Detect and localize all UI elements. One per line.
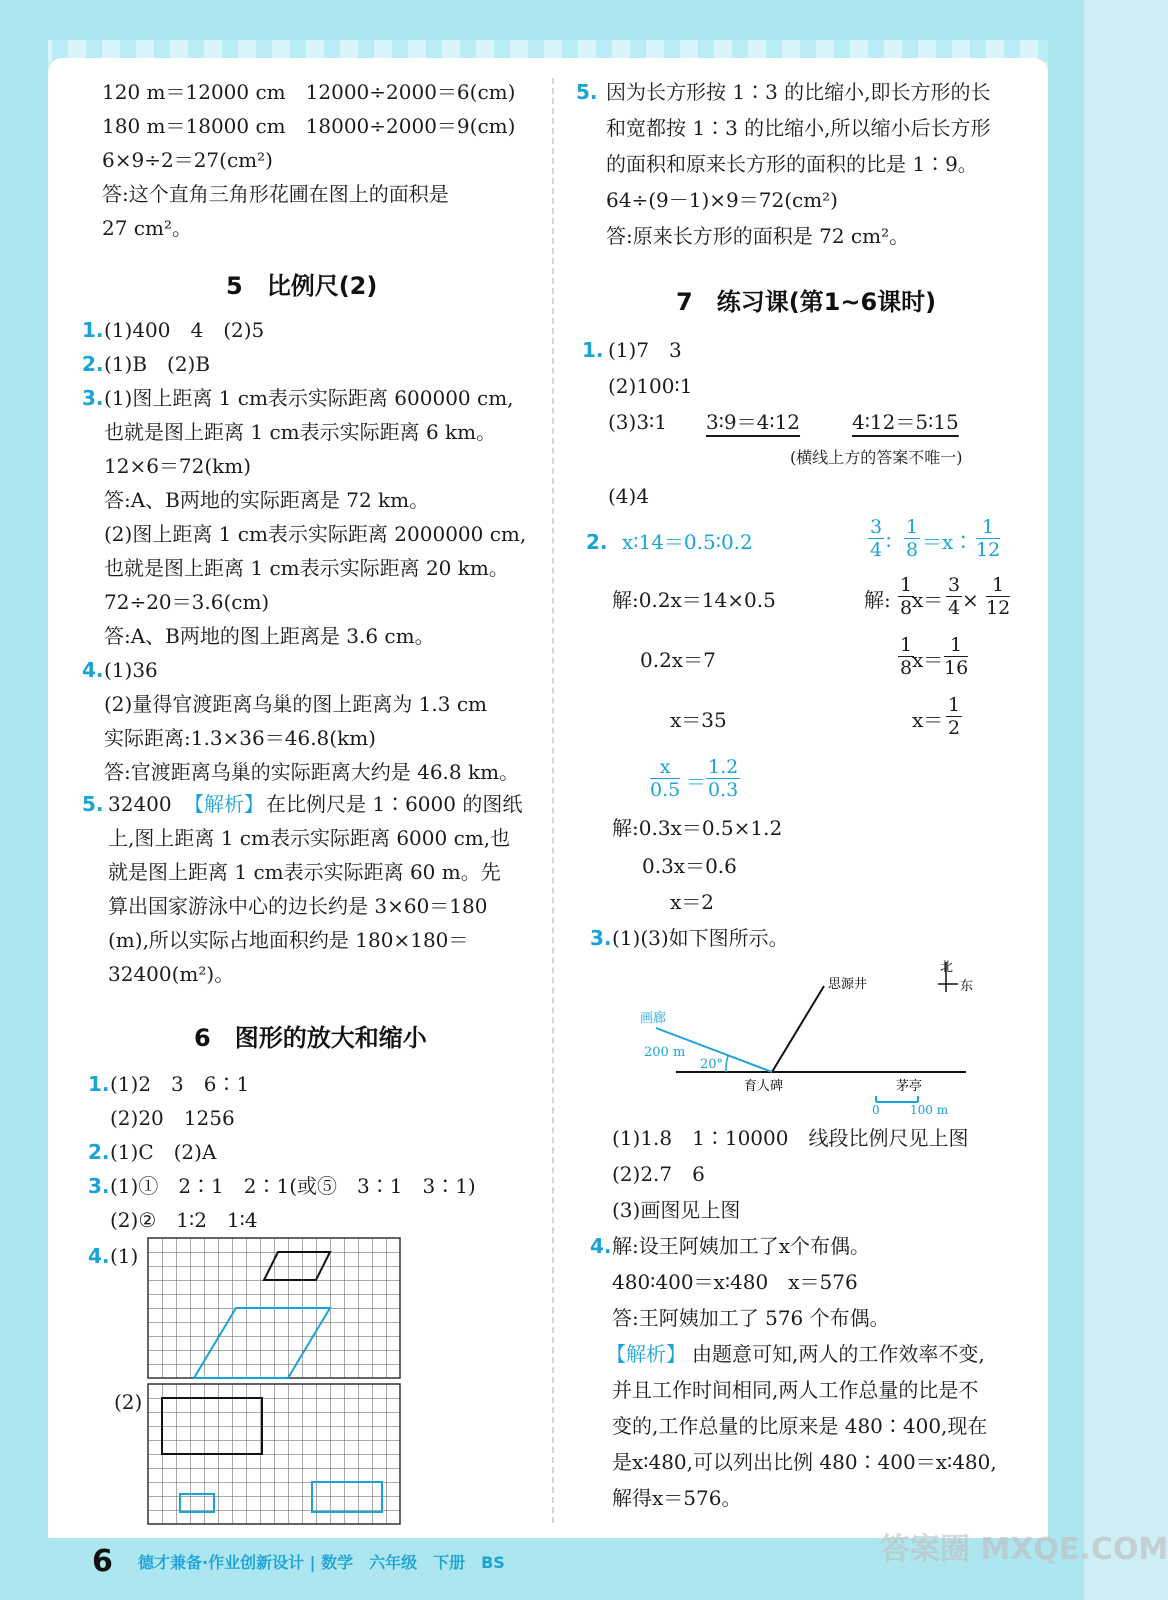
answer-line: (1)1.8 1∶10000 线段比例尺见上图 [612, 1126, 969, 1150]
fraction: $\frac{1}{8}$ [900, 634, 913, 679]
scale-100: 100 m [910, 1103, 949, 1117]
section-heading: 6 图形的放大和缩小 [194, 1024, 427, 1052]
well-label: 思源井 [828, 977, 868, 992]
grid-figure-1 [148, 1238, 406, 1388]
answer-line: (1)7 3 [608, 338, 682, 362]
question-number: 1. [88, 1072, 110, 1096]
distance-label: 200 m [644, 1045, 686, 1060]
question-number: 4. [82, 658, 104, 682]
analysis-line: 并且工作时间相同,两人工作总量的比是不 [612, 1378, 979, 1402]
answer-line: 也就是图上距离 1 cm表示实际距离 20 km。 [104, 556, 509, 580]
question-number: 5. [82, 792, 104, 816]
equation: 解:0.3x＝0.5×1.2 [612, 816, 783, 840]
answer-line: (3)3∶1 [608, 410, 667, 434]
answer-underlined: 3∶9＝4∶12 [706, 410, 801, 434]
intro-line: 答:这个直角三角形花圃在图上的面积是 [102, 182, 449, 206]
fraction: $\frac{3}{4}$ [948, 574, 961, 619]
question-number: 3. [88, 1174, 110, 1198]
answer-line: (3)画图见上图 [612, 1198, 741, 1222]
answer-line: 因为长方形按 1∶3 的比缩小,即长方形的长 [606, 80, 991, 104]
equation: 解:0.2x＝14×0.5 [612, 588, 776, 612]
answer-line: 答:A、B两地的图上距离是 3.6 cm。 [104, 624, 435, 648]
analysis-line: 解得x＝576。 [612, 1486, 742, 1510]
answer-line: 答:原来长方形的面积是 72 cm²。 [606, 224, 910, 248]
path-to-well [772, 986, 824, 1072]
question-number: 1. [582, 338, 604, 362]
analysis-tag: 【解析】 [606, 1342, 686, 1366]
question-number: 2. [586, 530, 608, 554]
top-border [0, 0, 1084, 62]
answer-line: (1)36 [104, 658, 158, 682]
answer-underlined: 4∶12＝5∶15 [852, 410, 959, 434]
answer-note: (横线上方的答案不唯一) [790, 448, 963, 467]
answer-line: 实际距离:1.3×36＝46.8(km) [104, 726, 376, 750]
equation: x＝ [912, 708, 944, 732]
map-diagram [640, 958, 980, 1118]
analysis-line: 变的,工作总量的比原来是 480∶400,现在 [612, 1414, 988, 1438]
fraction: $\frac{3}{4}$ [870, 516, 883, 561]
angle-label: 20° [700, 1057, 724, 1072]
analysis-line: 由题意可知,两人的工作效率不变, [692, 1342, 985, 1366]
grid-label: (2) [114, 1390, 143, 1414]
fraction: $\frac{1}{8}$ [900, 574, 913, 619]
equation: 0.2x＝7 [640, 648, 716, 672]
question-number: 4. [88, 1244, 110, 1268]
scale-zero: 0 [872, 1103, 880, 1117]
fraction: $\frac{1}{8}$ [906, 516, 919, 561]
equation: 0.3x＝0.6 [642, 854, 737, 878]
fraction: $\frac{1}{12}$ [986, 574, 1011, 619]
fraction: $\frac{1}{2}$ [948, 694, 961, 739]
answer-line: (1)B (2)B [104, 352, 211, 376]
answer-line: 答:A、B两地的实际距离是 72 km。 [104, 488, 430, 512]
left-border [0, 0, 48, 1600]
question-number: 2. [82, 352, 104, 376]
question-number: 3. [82, 386, 104, 410]
pavilion-label: 茅亭 [896, 1079, 923, 1094]
analysis-line: 在比例尺是 1∶6000 的图纸 [266, 792, 523, 816]
answer-line: (1)C (2)A [110, 1140, 217, 1164]
analysis-tag: 【解析】 [184, 792, 264, 816]
analysis-line: 上,图上距离 1 cm表示实际距离 6000 cm,也 [108, 826, 511, 850]
answer-line: (2)20 1256 [110, 1106, 235, 1130]
answer-line: 解:设王阿姨加工了x个布偶。 [612, 1234, 871, 1258]
q5-answer: 32400 [108, 792, 172, 816]
north-label: 北 [940, 959, 954, 975]
answer-line: 72÷20＝3.6(cm) [104, 590, 270, 614]
question-number: 3. [590, 926, 612, 950]
answer-line: (1)① 2∶1 2∶1(或⑤ 3∶1 3∶1) [110, 1174, 476, 1198]
intro-line: 6×9÷2＝27(cm²) [102, 148, 273, 172]
gallery-label: 画廊 [640, 1011, 667, 1026]
intro-line: 120 m＝12000 cm 12000÷2000＝6(cm) [102, 80, 516, 104]
section-heading: 5 比例尺(2) [226, 272, 378, 300]
monument-label: 育人碑 [744, 1079, 784, 1094]
page-number: 6 [92, 1544, 113, 1579]
answer-line: (1)(3)如下图所示。 [612, 926, 789, 950]
question-number: 2. [88, 1140, 110, 1164]
fraction: $\frac{1}{16}$ [944, 634, 969, 679]
analysis-line: 算出国家游泳中心的边长约是 3×60＝180 [108, 894, 488, 918]
equals: ＝ [686, 770, 706, 794]
question-number: 4. [590, 1234, 612, 1258]
answer-line: (4)4 [608, 484, 650, 508]
watermark: 答案圈 MXQE.COM [880, 1532, 1168, 1567]
answer-line: 答:王阿姨加工了 576 个布偶。 [612, 1306, 890, 1330]
equation: x＝ [912, 648, 944, 672]
column-divider [552, 78, 554, 1523]
answer-line: (1)400 4 (2)5 [104, 318, 265, 342]
ratio-colon: ∶ [886, 530, 892, 554]
answer-line: 480∶400＝x∶480 x＝576 [612, 1270, 858, 1294]
equation: × [962, 588, 979, 612]
angle-arc [726, 1056, 728, 1072]
analysis-line: (m),所以实际占地面积约是 180×180＝ [108, 928, 469, 952]
answer-line: 答:官渡距离乌巢的实际距离大约是 46.8 km。 [104, 760, 520, 784]
equation: 解: [864, 588, 891, 612]
east-label: 东 [960, 979, 974, 994]
equation: ＝x∶ [922, 530, 974, 554]
section-heading: 7 练习课(第1~6课时) [676, 288, 937, 316]
answer-line: 的面积和原来长方形的面积的比是 1∶9。 [606, 152, 978, 176]
answer-line: 也就是图上距离 1 cm表示实际距离 6 km。 [104, 420, 497, 444]
fraction: $\frac{1.2}{0.3}$ [708, 756, 739, 801]
answer-line: 64÷(9－1)×9＝72(cm²) [606, 188, 838, 212]
analysis-line: 32400(m²)。 [108, 962, 235, 986]
answer-line: (2)量得官渡距离乌巢的图上距离为 1.3 cm [104, 692, 488, 716]
answer-line: (1)图上距离 1 cm表示实际距离 600000 cm, [104, 386, 514, 410]
equation: x＝35 [670, 708, 727, 732]
equation: x＝2 [670, 890, 715, 914]
question-number: 5. [576, 80, 598, 104]
grid-figure-2 [148, 1384, 406, 1526]
fraction: $\frac{x}{0.5}$ [650, 756, 681, 801]
answer-line: (2)② 1∶2 1∶4 [110, 1208, 258, 1232]
intro-line: 180 m＝18000 cm 18000÷2000＝9(cm) [102, 114, 516, 138]
answer-line: (2)100∶1 [608, 374, 693, 398]
grid-label: (1) [110, 1244, 139, 1268]
answer-line: 12×6＝72(km) [104, 454, 252, 478]
answer-line: (1)2 3 6∶1 [110, 1072, 250, 1096]
right-border [1048, 0, 1084, 1600]
equation: x∶14＝0.5∶0.2 [622, 530, 753, 554]
answer-line: (2)2.7 6 [612, 1162, 705, 1186]
footer-title: 德才兼备·作业创新设计 | 数学 六年级 下册 BS [138, 1553, 505, 1572]
fraction: $\frac{1}{12}$ [976, 516, 1001, 561]
answer-line: (2)图上距离 1 cm表示实际距离 2000000 cm, [104, 522, 527, 546]
answer-line: 和宽都按 1∶3 的比缩小,所以缩小后长方形 [606, 116, 991, 140]
equation: x＝ [912, 588, 944, 612]
analysis-line: 是x∶480,可以列出比例 480∶400＝x∶480, [612, 1450, 997, 1474]
question-number: 1. [82, 318, 104, 342]
intro-line: 27 cm²。 [102, 216, 192, 240]
analysis-line: 就是图上距离 1 cm表示实际距离 60 m。先 [108, 860, 501, 884]
